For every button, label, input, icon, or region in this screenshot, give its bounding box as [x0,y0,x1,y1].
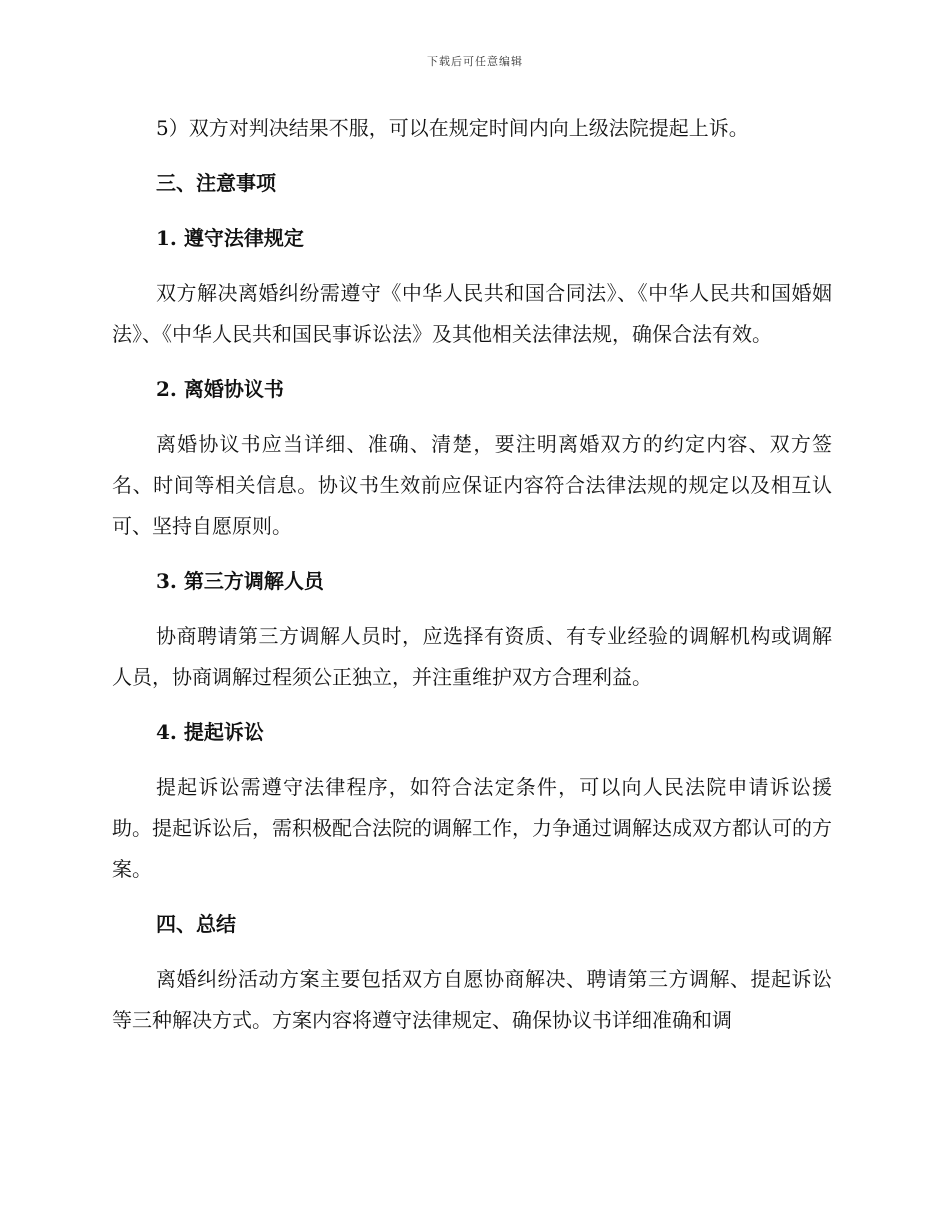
section-heading-summary: 四、总结 [156,912,236,936]
paragraph-appeal: 5）双方对判决结果不服，可以在规定时间内向上级法院提起上诉。 [156,116,749,140]
paragraph-divorce-agreement: 离婚协议书应当详细、准确、清楚，要注明离婚双方的约定内容、双方签名、时间等相关信息。协议书生效前应保证内容符合法律法规的规定以及相互认可、坚持自愿原则。 [112,432,832,538]
paragraph-summary: 离婚纠纷活动方案主要包括双方自愿协商解决、聘请第三方调解、提起诉讼等三种解决方式。方案内容将遵守法律规定、确保协议书详细准确和调 [112,967,832,1032]
subheading-comply-law: 1. 遵守法律规定 [156,226,304,250]
document-body [112,108,832,1041]
paragraph-lawsuit: 提起诉讼需遵守法律程序，如符合法定条件，可以向人民法院申请诉讼援助。提起诉讼后，需积极配合法院的调解工作，力争通过调解达成双方都认可的方案。 [112,775,832,881]
header-note: 下载后可任意编辑 [427,55,523,68]
paragraph-mediator: 协商聘请第三方调解人员时，应选择有资质、有专业经验的调解机构或调解人员，协商调解过程须公正独立，并注重维护双方合理利益。 [112,624,832,689]
subheading-divorce-agreement: 2. 离婚协议书 [156,377,284,401]
paragraph-comply-law: 双方解决离婚纠纷需遵守《中华人民共和国合同法》、《中华人民共和国婚姻法》、《中华人民共和国民事诉讼法》及其他相关法律法规，确保合法有效。 [112,281,832,346]
section-heading-precautions: 三、注意事项 [156,171,276,195]
subheading-lawsuit: 4. 提起诉讼 [156,720,264,744]
subheading-mediator: 3. 第三方调解人员 [156,569,324,593]
